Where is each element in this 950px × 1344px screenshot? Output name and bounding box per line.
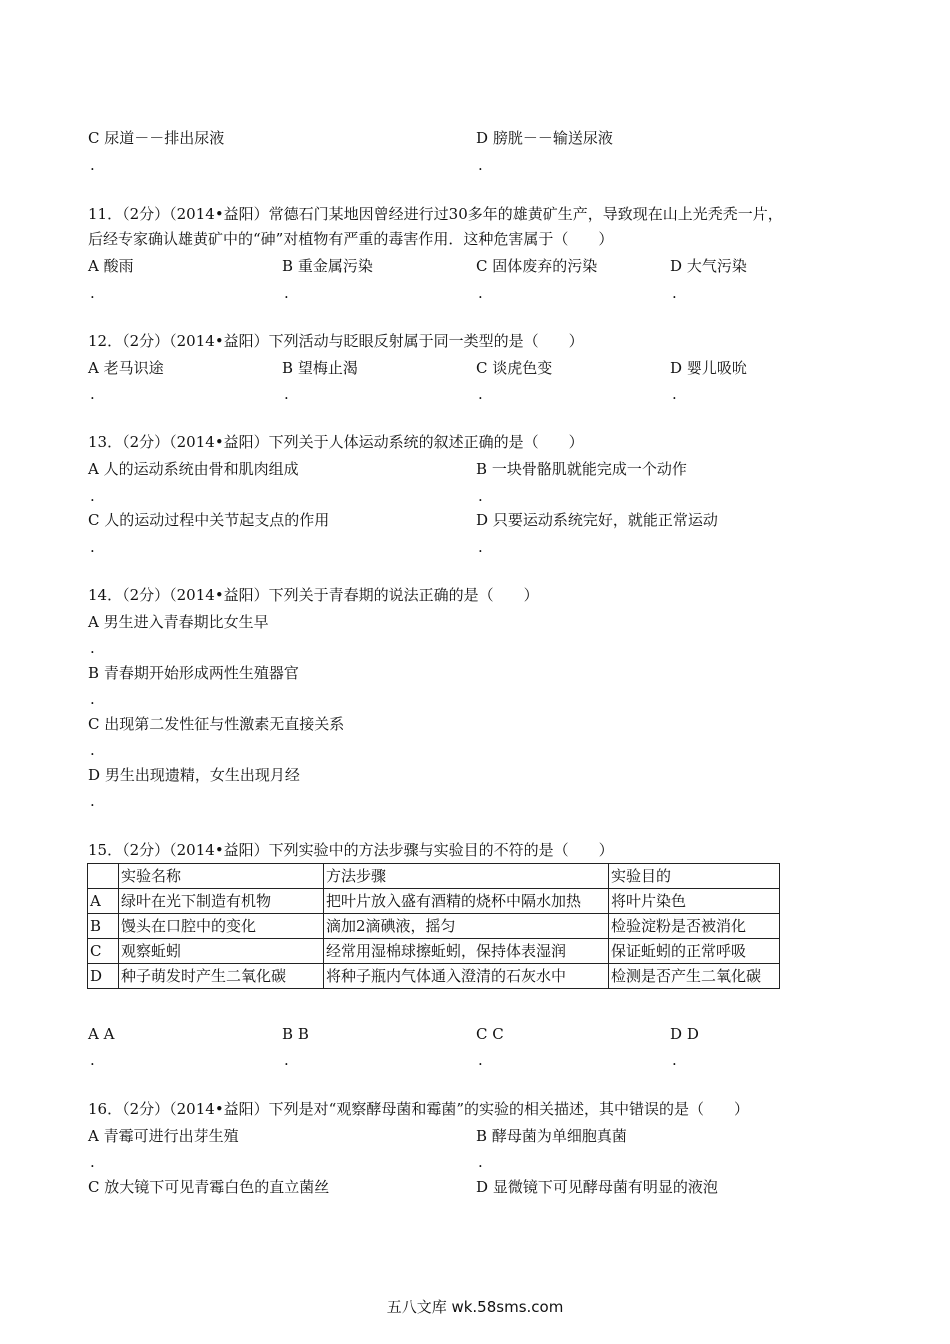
table-cell: 绿叶在光下制造有机物 (119, 889, 324, 914)
option-text: 酸雨 (103, 257, 134, 275)
option-dot: . (90, 1051, 95, 1069)
option-dot: . (478, 1051, 483, 1069)
option-letter: B (476, 460, 488, 478)
option-dot: . (478, 385, 483, 403)
option-text: 尿道－－排出尿液 (104, 129, 225, 147)
option-dot: . (284, 385, 289, 403)
option-letter: B (282, 257, 294, 275)
option-dot: . (478, 1153, 483, 1171)
option-text: 固体废弃的污染 (492, 257, 598, 275)
question-score: （2分） (122, 841, 170, 859)
option-text: 显微镜下可见酵母菌有明显的液泡 (492, 1178, 718, 1196)
question-source: （2014•益阳） (169, 1100, 269, 1118)
option-letter: C (88, 511, 100, 529)
question-score: （2分） (122, 332, 170, 350)
question-score: （2分） (122, 586, 170, 604)
option-letter: A (88, 257, 99, 275)
option-dot: . (90, 690, 95, 708)
option-d (476, 510, 718, 530)
option-letter: A (88, 460, 99, 478)
question-score: （2分） (122, 205, 170, 223)
question-11-stem (88, 204, 783, 224)
experiment-table (87, 863, 780, 989)
question-text: 下列关于人体运动系统的叙述正确的是（ ） (268, 433, 584, 451)
option-letter: A (88, 1127, 99, 1145)
table-cell: 将种子瓶内气体通入澄清的石灰水中 (324, 964, 609, 989)
option-dot: . (284, 284, 289, 302)
question-source: （2014•益阳） (169, 586, 269, 604)
option-dot: . (478, 156, 483, 174)
table-cell: 馒头在口腔中的变化 (119, 914, 324, 939)
table-cell: B (88, 914, 119, 939)
option-a (88, 612, 269, 632)
question-source: （2014•益阳） (169, 332, 269, 350)
option-dot: . (90, 639, 95, 657)
option-letter: C (88, 715, 100, 733)
table-row (88, 939, 780, 964)
table-header-row (88, 864, 780, 889)
question-number: 13． (88, 433, 123, 451)
option-dot: . (90, 284, 95, 302)
option-text: 青春期开始形成两性生殖器官 (103, 664, 299, 682)
option-dot: . (478, 487, 483, 505)
question-source: （2014•益阳） (169, 205, 269, 223)
option-text: 放大镜下可见青霉白色的直立菌丝 (104, 1178, 330, 1196)
option-dot: . (90, 156, 95, 174)
option-text: 婴儿吸吮 (686, 359, 747, 377)
table-cell: 检测是否产生二氧化碳 (609, 964, 780, 989)
option-text: D (686, 1025, 699, 1043)
question-number: 14． (88, 586, 123, 604)
option-text: 大气污染 (686, 257, 747, 275)
option-b (88, 663, 299, 683)
option-dot: . (284, 1051, 289, 1069)
option-d (88, 765, 300, 785)
question-score: （2分） (122, 433, 170, 451)
question-16-stem (88, 1099, 749, 1119)
option-b (476, 1126, 627, 1146)
question-text: 下列实验中的方法步骤与实验目的不符的是（ ） (268, 841, 614, 859)
table-cell: 将叶片染色 (609, 889, 780, 914)
option-b (282, 358, 358, 378)
option-letter: C (88, 129, 100, 147)
table-header-cell: 方法步骤 (324, 864, 609, 889)
option-d (670, 1024, 699, 1044)
option-c (88, 510, 329, 530)
table-row (88, 964, 780, 989)
option-letter: B (88, 664, 100, 682)
option-dot: . (672, 1051, 677, 1069)
option-letter: A (88, 359, 99, 377)
option-text: 老马识途 (103, 359, 164, 377)
option-letter: A (88, 613, 99, 631)
table-row (88, 914, 780, 939)
option-letter: D (670, 359, 683, 377)
option-text: 望梅止渴 (297, 359, 358, 377)
option-letter: C (88, 1178, 100, 1196)
question-text: 下列活动与眨眼反射属于同一类型的是（ ） (268, 332, 584, 350)
question-12-stem (88, 331, 584, 351)
option-text: 重金属污染 (297, 257, 373, 275)
option-dot: . (90, 487, 95, 505)
question-number: 11． (88, 205, 123, 223)
option-letter: D (670, 257, 683, 275)
option-c (476, 1024, 504, 1044)
option-text: A (103, 1025, 115, 1043)
option-b (476, 459, 687, 479)
option-dot: . (478, 284, 483, 302)
option-letter: C (476, 1025, 488, 1043)
option-text: 人的运动系统由骨和肌肉组成 (103, 460, 299, 478)
question-text: 下列关于青春期的说法正确的是（ ） (268, 586, 539, 604)
option-text: 一块骨骼肌就能完成一个动作 (491, 460, 687, 478)
table-cell: D (88, 964, 119, 989)
option-c (88, 714, 344, 734)
option-text: 出现第二发性征与性激素无直接关系 (104, 715, 345, 733)
option-letter: B (282, 359, 294, 377)
table-cell: 把叶片放入盛有酒精的烧杯中隔水加热 (324, 889, 609, 914)
option-a (88, 358, 164, 378)
option-text: 青霉可进行出芽生殖 (103, 1127, 239, 1145)
option-dot: . (90, 792, 95, 810)
table-cell: 种子萌发时产生二氧化碳 (119, 964, 324, 989)
option-dot: . (478, 538, 483, 556)
option-dot: . (672, 284, 677, 302)
option-letter: D (476, 1178, 489, 1196)
option-text: 男生出现遗精，女生出现月经 (104, 766, 300, 784)
table-cell: 观察蚯蚓 (119, 939, 324, 964)
table-cell: 经常用湿棉球擦蚯蚓，保持体表湿润 (324, 939, 609, 964)
table-cell: 保证蚯蚓的正常呼吸 (609, 939, 780, 964)
question-source: （2014•益阳） (169, 433, 269, 451)
question-source: （2014•益阳） (169, 841, 269, 859)
option-a (88, 1024, 114, 1044)
option-letter: D (476, 511, 489, 529)
option-letter: B (282, 1025, 294, 1043)
option-c (476, 358, 552, 378)
option-d (476, 1177, 718, 1197)
option-letter: C (476, 257, 488, 275)
question-number: 15． (88, 841, 123, 859)
option-b (282, 256, 373, 276)
option-c (88, 1177, 329, 1197)
table-cell: C (88, 939, 119, 964)
question-number: 12． (88, 332, 123, 350)
option-text: 谈虎色变 (492, 359, 553, 377)
option-text: 膀胱－－输送尿液 (492, 129, 613, 147)
option-dot: . (90, 538, 95, 556)
option-letter: B (476, 1127, 488, 1145)
table-cell: 检验淀粉是否被消化 (609, 914, 780, 939)
option-text: 酵母菌为单细胞真菌 (491, 1127, 627, 1145)
option-dot: . (672, 385, 677, 403)
option-a (88, 459, 299, 479)
option-d (670, 358, 747, 378)
option-a (88, 256, 134, 276)
option-letter: D (476, 129, 489, 147)
option-letter: D (670, 1025, 683, 1043)
table-row (88, 889, 780, 914)
option-text: 男生进入青春期比女生早 (103, 613, 269, 631)
option-b (282, 1024, 309, 1044)
option-text: C (492, 1025, 504, 1043)
option-letter: A (88, 1025, 99, 1043)
table-header-cell: 实验目的 (609, 864, 780, 889)
option-a (88, 1126, 239, 1146)
option-text: 人的运动过程中关节起支点的作用 (104, 511, 330, 529)
question-11-stem-cont: 后经专家确认雄黄矿中的“砷”对植物有严重的毒害作用．这种危害属于（ ） (88, 230, 614, 248)
table-header-cell: 实验名称 (119, 864, 324, 889)
option-c (476, 256, 597, 276)
option-letter: D (88, 766, 101, 784)
option-text: B (297, 1025, 309, 1043)
table-cell: A (88, 889, 119, 914)
option-d (476, 128, 613, 148)
footer-watermark: 五八文库 wk.58sms.com (386, 1298, 564, 1316)
question-13-stem (88, 432, 584, 452)
question-score: （2分） (122, 1100, 170, 1118)
question-15-stem (88, 840, 614, 860)
option-c (88, 128, 224, 148)
option-dot: . (90, 1153, 95, 1171)
option-letter: C (476, 359, 488, 377)
question-number: 16． (88, 1100, 123, 1118)
question-text: 常德石门某地因曾经进行过30多年的雄黄矿生产，导致现在山上光秃秃一片， (268, 205, 783, 223)
option-dot: . (90, 385, 95, 403)
option-d (670, 256, 747, 276)
option-dot: . (90, 741, 95, 759)
option-text: 只要运动系统完好，就能正常运动 (492, 511, 718, 529)
table-header-cell (88, 864, 119, 889)
question-text: 下列是对“观察酵母菌和霉菌”的实验的相关描述，其中错误的是（ ） (268, 1100, 750, 1118)
table-cell: 滴加2滴碘液，摇匀 (324, 914, 609, 939)
question-14-stem (88, 585, 539, 605)
